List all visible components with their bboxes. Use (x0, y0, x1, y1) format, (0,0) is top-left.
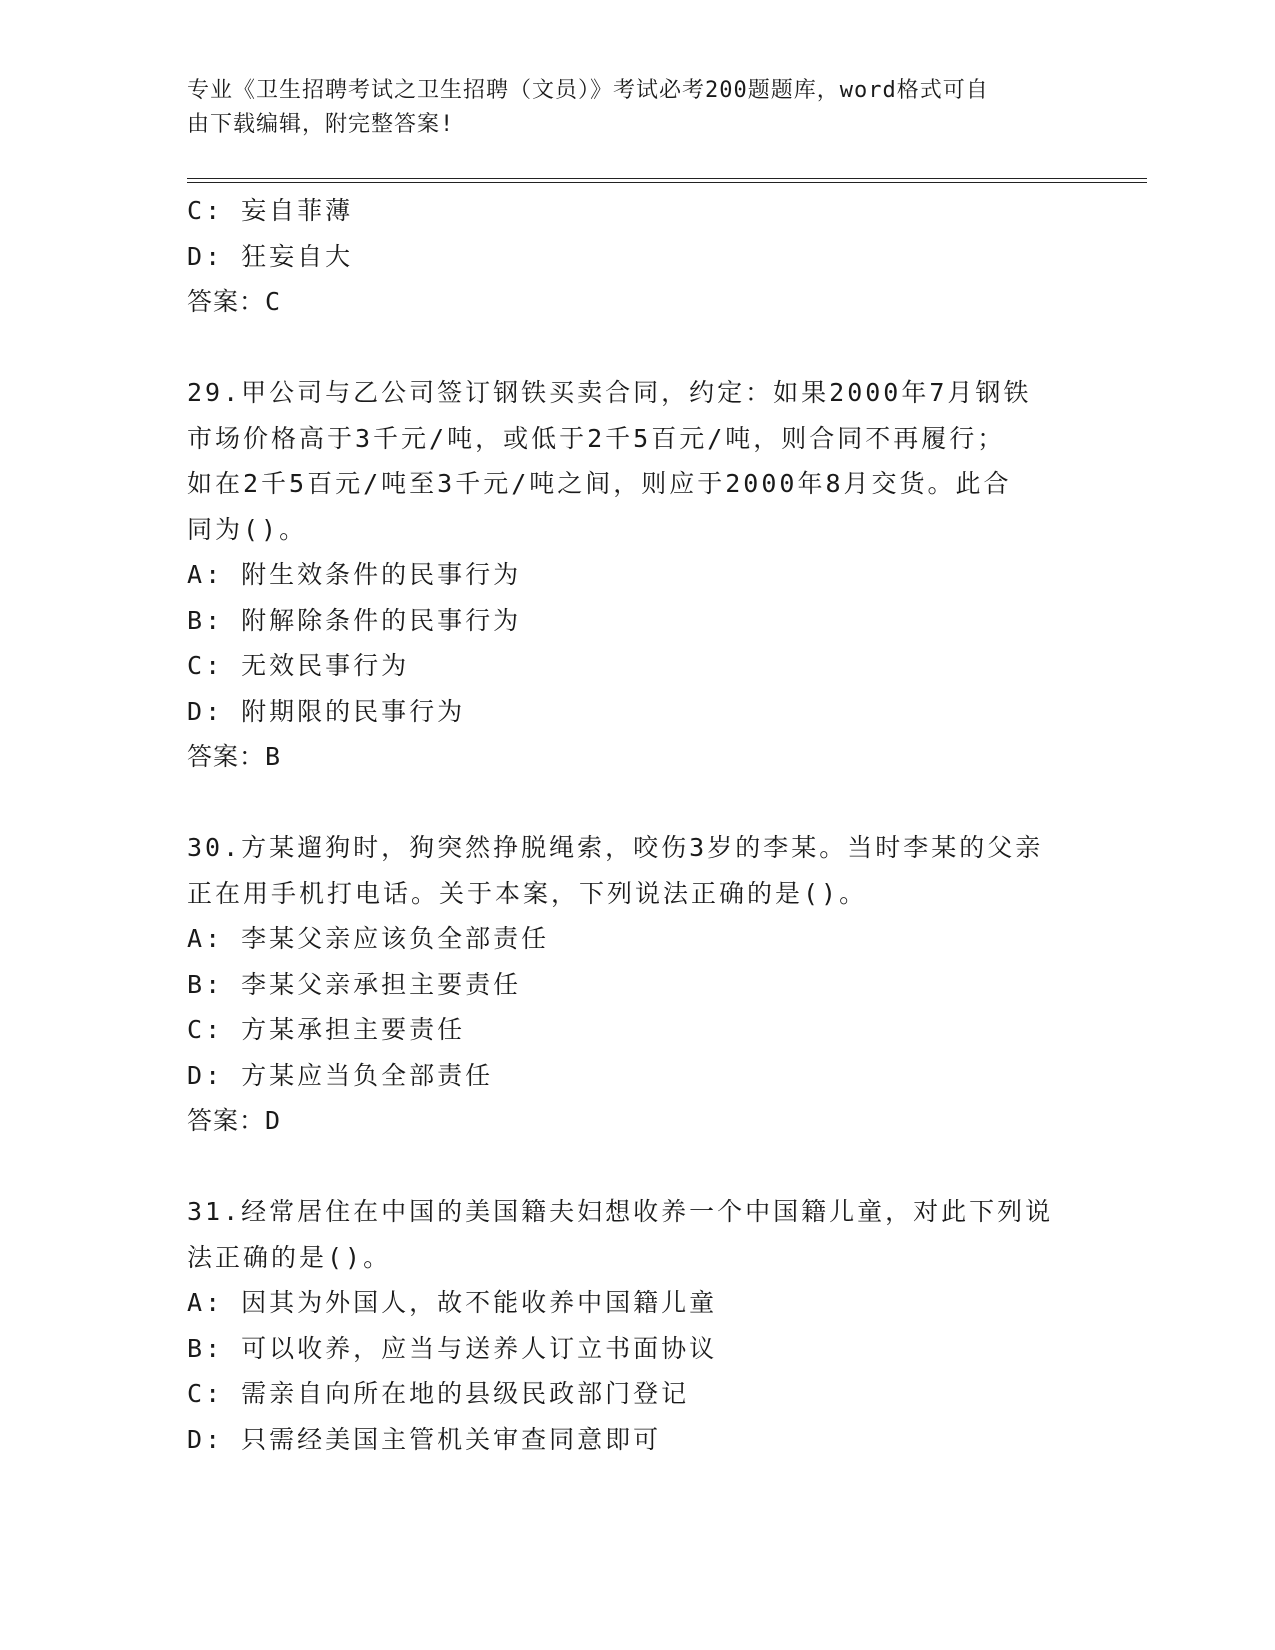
option-c: C: 无效民事行为 (187, 651, 410, 680)
question-stem-line: 市场价格高于3千元/吨，或低于2千5百元/吨，则合同不再履行； (187, 423, 1006, 453)
option-a: A: 李某父亲应该负全部责任 (187, 924, 550, 953)
option-c: C: 需亲自向所在地的县级民政部门登记 (187, 1379, 690, 1408)
document-header (187, 74, 1067, 142)
question-stem-line: 31.经常居住在中国的美国籍夫妇想收养一个中国籍儿童，对此下列说 (187, 1197, 1054, 1226)
option-d: D: 只需经美国主管机关审查同意即可 (187, 1424, 662, 1454)
question-stem-line: 同为()。 (187, 514, 308, 544)
document-body (187, 188, 1067, 1462)
question-stem-line: 法正确的是()。 (187, 1242, 392, 1272)
option-c: C: 方某承担主要责任 (187, 1015, 466, 1044)
answer-line: 答案：B (187, 742, 282, 771)
header-line-2: 由下载编辑，附完整答案! (187, 112, 455, 137)
question-stem-line: 正在用手机打电话。关于本案，下列说法正确的是()。 (187, 878, 868, 908)
answer-line: 答案：D (187, 1106, 282, 1135)
option-d: D: 狂妄自大 (187, 241, 354, 271)
option-d: D: 方某应当负全部责任 (187, 1060, 494, 1090)
answer-line: 答案：C (187, 287, 282, 316)
option-b: B: 李某父亲承担主要责任 (187, 969, 522, 999)
option-b: B: 附解除条件的民事行为 (187, 605, 522, 635)
question-31 (187, 1189, 1067, 1462)
question-stem-line: 29.甲公司与乙公司签订钢铁买卖合同，约定：如果2000年7月钢铁 (187, 378, 1032, 407)
header-line-1: 专业《卫生招聘考试之卫生招聘（文员）》考试必考200题题库，word格式可自 (187, 78, 989, 103)
option-b: B: 可以收养，应当与送养人订立书面协议 (187, 1333, 718, 1363)
option-c: C: 妄自菲薄 (187, 196, 354, 225)
option-a: A: 因其为外国人，故不能收养中国籍儿童 (187, 1288, 718, 1317)
question-30 (187, 825, 1067, 1144)
prev-question-tail (187, 188, 1067, 325)
option-d: D: 附期限的民事行为 (187, 696, 466, 726)
question-stem-line: 30.方某遛狗时，狗突然挣脱绳索，咬伤3岁的李某。当时李某的父亲 (187, 833, 1044, 862)
header-divider (187, 178, 1147, 183)
option-a: A: 附生效条件的民事行为 (187, 560, 522, 589)
question-29 (187, 370, 1067, 780)
question-stem-line: 如在2千5百元/吨至3千元/吨之间，则应于2000年8月交货。此合 (187, 469, 1012, 498)
